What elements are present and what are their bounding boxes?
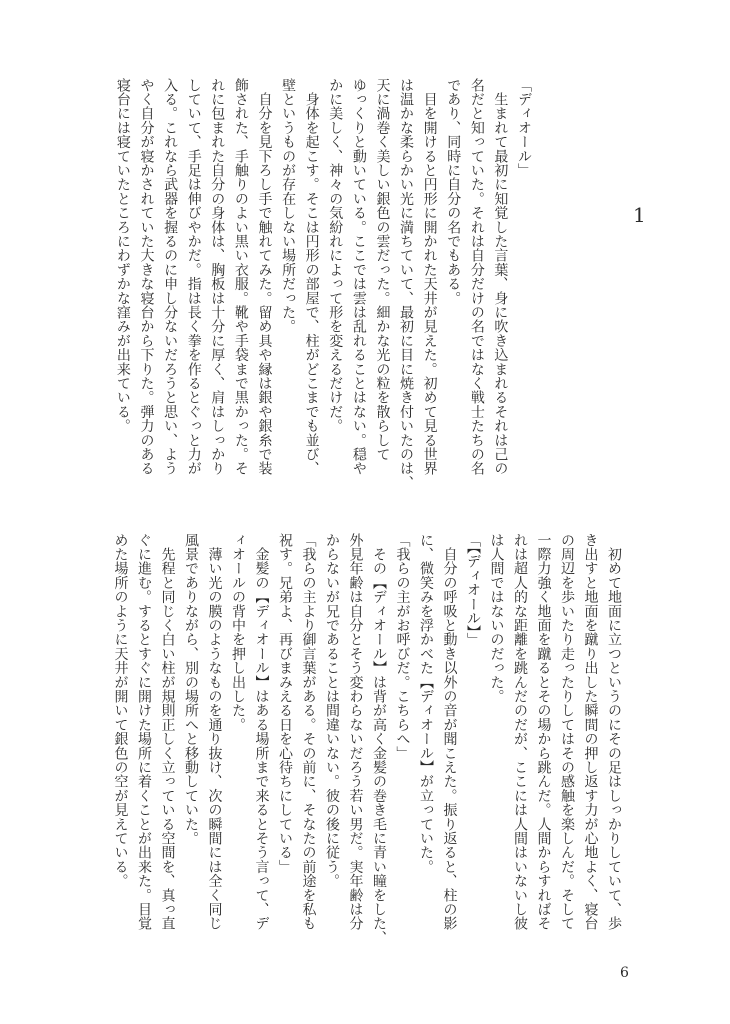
text-line: していて、手足は伸びやかだ。指は長く拳を作るとぐっと力が <box>185 78 202 476</box>
text-line: れに包まれた自分の身体は、胸板は十分に厚く、肩はしっかり <box>209 78 226 476</box>
text-line: かに美しく、神々の気紛れによって形を変えるだけだ。 <box>327 78 344 433</box>
text-line: 自分の呼吸と動き以外の音が聞こえた。振り返ると、柱の影 <box>441 533 458 931</box>
text-line: ゆっくりと動いている。ここでは雲は乱れることはない。穏や <box>350 78 367 476</box>
text-line: 飾された、手触りのよい黒い衣服。靴や手袋まで黒かった。そ <box>232 78 249 476</box>
text-line: 風景でありながら、別の場所へと移動していた。 <box>183 533 199 846</box>
text-line: は温かな柔らかい光に満ちていて、最初に目に焼き付いたのは、 <box>398 78 415 490</box>
text-line: 名だと知っていた。それは自分だけの名ではなく戦士たちの名 <box>468 78 485 476</box>
text-line: に、微笑みを浮かべた【ディオール】が立っていた。 <box>418 533 434 874</box>
text-line: 薄い光の膜のようなものを通り抜け、次の瞬間には全く同じ <box>206 533 223 931</box>
text-line: 「我らの主がお呼びだ。こちらへ」 <box>394 533 411 761</box>
text-line: 天に渦巻く美しい銀色の雲だった。細かな光の粒を散らして <box>374 78 391 462</box>
text-line: の周辺を歩いたり走ったりしてはその感触を楽しんだ。そして <box>559 533 575 931</box>
text-line: 祝す。兄弟よ、再びまみえる日を心待ちにしている」 <box>277 533 293 874</box>
text-line: その【ディオール】は背が高く金髪の巻き毛に青い瞳をした、 <box>371 533 387 945</box>
text-line: 外見年齢は自分とそう変わらないだろう若い男だ。実年齢は分 <box>347 533 364 931</box>
page-number: 6 <box>620 965 629 981</box>
body-text-top-tier <box>110 78 535 498</box>
text-line: 先程と同じく白い柱が規則正しく立っている空間を、真っ直 <box>159 533 176 931</box>
text-line: 身体を起こす。そこは円形の部屋で、柱がどこまでも並び、 <box>303 78 320 476</box>
text-line: 金髪の【ディオール】はある場所まで来るとそう言って、デ <box>253 533 270 931</box>
text-line: は人間ではないのだった。 <box>488 533 505 704</box>
text-line: ぐに進む。するとすぐに開けた場所に着くことが出来た。目覚 <box>136 533 152 931</box>
text-line: 「【ディオール】」 <box>465 533 481 647</box>
text-line: からないが兄であることは間違いない。彼の後に従う。 <box>324 533 340 888</box>
text-line: 寝台には寝ていたところにわずかな窪みが出来ている。 <box>114 78 131 433</box>
text-line: であり、同時に自分の名でもある。 <box>445 78 462 306</box>
text-line: ィオールの背中を押し出した。 <box>230 533 246 732</box>
text-line: 初めて地面に立つというのにその足はしっかりしていて、歩 <box>606 533 622 931</box>
text-line: めた場所のように天井が開いて銀色の空が見えている。 <box>112 533 129 888</box>
text-line: き出すと地面を蹴り出した瞬間の押し返す力が心地よく、寝台 <box>582 533 599 931</box>
text-line: 壁というものが存在しない場所だった。 <box>280 78 297 334</box>
text-line: れは超人的な距離を跳んだのだが、ここには人間はいないし彼 <box>512 533 528 931</box>
text-line: 生まれて最初に知覚した言葉、身に吹き込まれるそれは己の <box>492 78 509 476</box>
text-line: 一際力強く地面を蹴るとその場から跳んだ。人間からすればそ <box>535 533 552 931</box>
chapter-number: 1 <box>633 203 646 227</box>
text-line: 「我らの主より御言葉がある。その前に、そなたの前途を私も <box>300 533 317 931</box>
text-line: やく自分が寝かされていた大きな寝台から下りた。弾力のある <box>138 78 155 476</box>
text-line: 「ディオール」 <box>516 78 532 178</box>
text-line: 自分を見下ろし手で触れてみた。留め具や縁は銀や銀糸で装 <box>256 78 273 476</box>
body-text-bottom-tier <box>108 533 625 953</box>
text-line: 目を開けると円形に開かれた天井が見えた。初めて見る世界 <box>421 78 438 476</box>
text-line: 入る。これなら武器を握るのに申し分ないだろうと思い、よう <box>162 78 179 476</box>
